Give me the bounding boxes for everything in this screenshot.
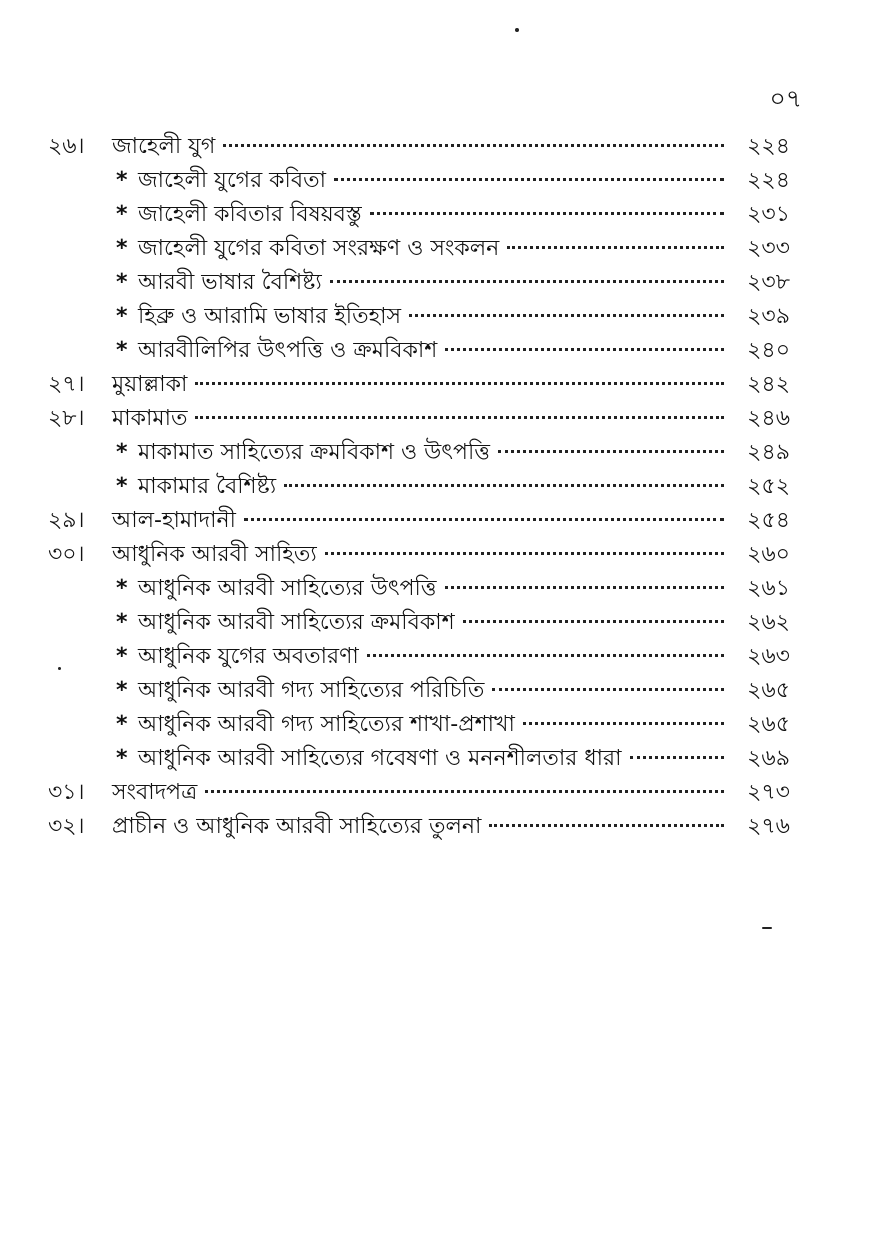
entry-title: জাহেলী যুগ — [112, 134, 216, 159]
entry-page: ২৬০ — [747, 542, 790, 567]
toc-subentry — [0, 572, 870, 606]
toc-subentry — [0, 198, 870, 232]
entry-page: ২২৪ — [747, 168, 790, 193]
toc-entry — [0, 538, 870, 572]
dot-leader — [325, 552, 724, 555]
dot-leader — [409, 314, 724, 317]
asterisk-icon: * — [116, 644, 128, 669]
toc-subentry — [0, 606, 870, 640]
dot-leader — [195, 416, 724, 419]
entry-page: ২৭৩ — [747, 780, 790, 805]
entry-title: প্রাচীন ও আধুনিক আরবী সাহিত্যের তুলনা — [112, 814, 482, 839]
toc-entry — [0, 368, 870, 402]
entry-title: আধুনিক যুগের অবতারণা — [138, 644, 359, 669]
chapter-number: ৩২। — [48, 814, 85, 839]
toc-subentry — [0, 470, 870, 504]
entry-title: মাকামাত সাহিত্যের ক্রমবিকাশ ও উৎপত্তি — [138, 440, 491, 465]
toc-subentry — [0, 708, 870, 742]
asterisk-icon: * — [116, 236, 128, 261]
entry-title: আধুনিক আরবী সাহিত্যের গবেষণা ও মননশীলতার ধারা — [138, 746, 622, 771]
dot-leader — [489, 824, 724, 827]
dot-leader — [195, 382, 724, 385]
toc-subentry — [0, 674, 870, 708]
dot-leader — [334, 178, 724, 181]
entry-page: ২৬৫ — [747, 678, 790, 703]
chapter-number: ২৯। — [48, 508, 85, 533]
asterisk-icon: * — [116, 746, 128, 771]
asterisk-icon: * — [116, 576, 128, 601]
entry-title: আধুনিক আরবী গদ্য সাহিত্যের পরিচিতি — [138, 678, 485, 703]
dot-leader — [330, 280, 724, 283]
entry-page: ২৩১ — [747, 202, 790, 227]
dot-leader — [523, 722, 724, 725]
entry-page: ২৫২ — [747, 474, 790, 499]
asterisk-icon: * — [116, 202, 128, 227]
dot-leader — [223, 144, 724, 147]
entry-page: ২৪৯ — [747, 440, 790, 465]
dot-leader — [244, 518, 724, 521]
toc-subentry — [0, 334, 870, 368]
dot-leader — [370, 212, 724, 215]
entry-title: আধুনিক আরবী সাহিত্যের উৎপত্তি — [138, 576, 437, 601]
dot-leader — [367, 654, 724, 657]
entry-page: ২৬৫ — [747, 712, 790, 737]
asterisk-icon: * — [116, 712, 128, 737]
asterisk-icon: * — [116, 474, 128, 499]
toc-subentry — [0, 266, 870, 300]
entry-page: ২৩৩ — [747, 236, 790, 261]
chapter-number: ৩১। — [48, 780, 85, 805]
toc-subentry — [0, 742, 870, 776]
print-speck — [515, 28, 519, 32]
entry-title: আরবীলিপির উৎপত্তি ও ক্রমবিকাশ — [138, 338, 438, 363]
dot-leader — [630, 756, 724, 759]
chapter-number: ২৭। — [48, 372, 85, 397]
dot-leader — [205, 790, 724, 793]
toc-subentry — [0, 436, 870, 470]
entry-page: ২৬৩ — [747, 644, 790, 669]
asterisk-icon: * — [116, 338, 128, 363]
entry-title: আধুনিক আরবী সাহিত্যের ক্রমবিকাশ — [138, 610, 455, 635]
entry-title: আধুনিক আরবী সাহিত্য — [112, 542, 317, 567]
toc-subentry — [0, 300, 870, 334]
entry-page: ২৫৪ — [747, 508, 790, 533]
entry-page: ২২৪ — [747, 134, 790, 159]
entry-page: ২৬৯ — [747, 746, 790, 771]
entry-page: ২৩৯ — [747, 304, 790, 329]
entry-title: মাকামার বৈশিষ্ট্য — [138, 474, 277, 499]
asterisk-icon: * — [116, 678, 128, 703]
dot-leader — [284, 484, 724, 487]
toc-entry — [0, 776, 870, 810]
dot-leader — [445, 348, 724, 351]
entry-title: জাহেলী কবিতার বিষয়বস্তু — [138, 202, 362, 227]
entry-page: ২৪০ — [747, 338, 790, 363]
entry-title: জাহেলী যুগের কবিতা সংরক্ষণ ও সংকলন — [138, 236, 500, 261]
entry-page: ২৭৬ — [747, 814, 790, 839]
entry-title: মাকামাত — [112, 406, 188, 431]
toc-entry — [0, 504, 870, 538]
entry-page: ২৬২ — [747, 610, 790, 635]
entry-page: ২৬১ — [747, 576, 790, 601]
entry-title: মুয়াল্লাকা — [112, 372, 188, 397]
entry-title: হিব্রু ও আরামি ভাষার ইতিহাস — [138, 304, 402, 329]
toc-entry — [0, 130, 870, 164]
chapter-number: ৩০। — [48, 542, 85, 567]
asterisk-icon: * — [116, 610, 128, 635]
toc-subentry — [0, 164, 870, 198]
print-speck — [762, 927, 772, 929]
asterisk-icon: * — [116, 270, 128, 295]
asterisk-icon: * — [116, 440, 128, 465]
entry-page: ২৩৮ — [747, 270, 790, 295]
toc-entry — [0, 810, 870, 844]
dot-leader — [445, 586, 724, 589]
dot-leader — [463, 620, 724, 623]
entry-title: সংবাদপত্র — [112, 780, 198, 805]
dot-leader — [492, 688, 724, 691]
entry-title: আরবী ভাষার বৈশিষ্ট্য — [138, 270, 322, 295]
entry-page: ২৪২ — [747, 372, 790, 397]
entry-title: আধুনিক আরবী গদ্য সাহিত্যের শাখা-প্রশাখা — [138, 712, 515, 737]
page-number: ০৭ — [769, 84, 802, 113]
asterisk-icon: * — [116, 304, 128, 329]
entry-title: আল-হামাদানী — [112, 508, 236, 533]
dot-leader — [507, 246, 724, 249]
asterisk-icon: * — [116, 168, 128, 193]
chapter-number: ২৮। — [48, 406, 85, 431]
toc-entry — [0, 402, 870, 436]
toc-subentry — [0, 640, 870, 674]
print-speck — [58, 667, 61, 670]
entry-page: ২৪৬ — [747, 406, 790, 431]
entry-title: জাহেলী যুগের কবিতা — [138, 168, 326, 193]
chapter-number: ২৬। — [48, 134, 85, 159]
dot-leader — [498, 450, 724, 453]
toc-subentry — [0, 232, 870, 266]
